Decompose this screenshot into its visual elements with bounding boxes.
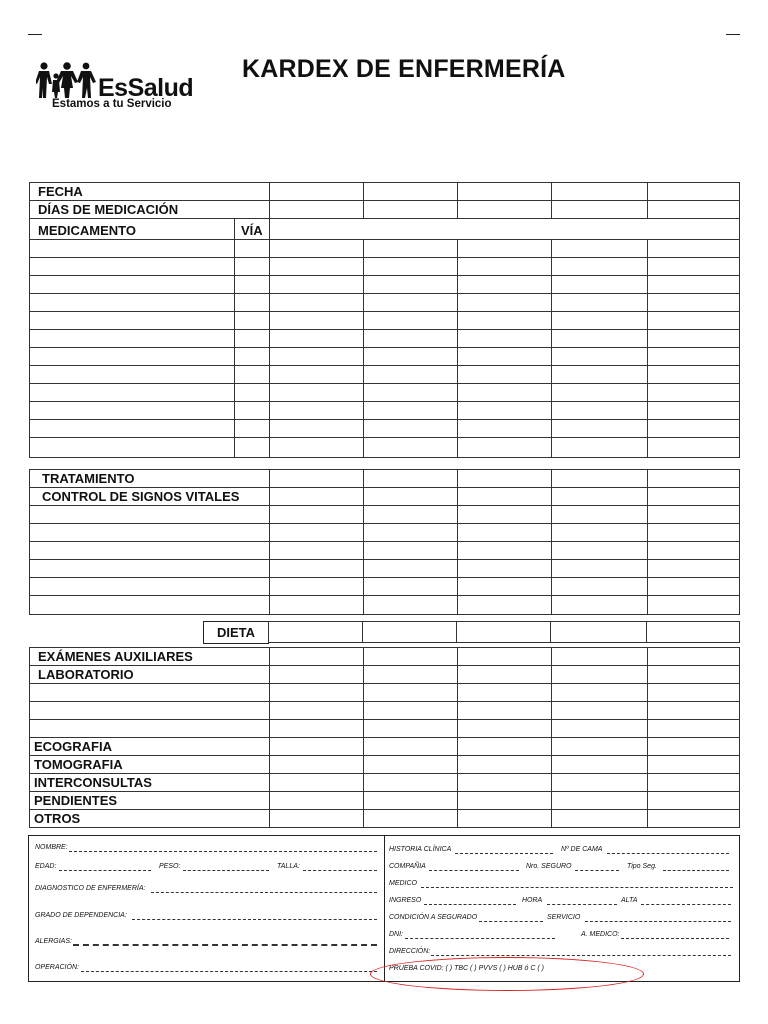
medico-field[interactable] xyxy=(421,887,733,888)
seguro-label: Nro. SEGURO xyxy=(526,863,572,870)
direccion-field[interactable] xyxy=(431,955,731,956)
table-row[interactable] xyxy=(30,684,740,702)
ingreso-field[interactable] xyxy=(424,904,516,905)
table-row xyxy=(30,183,740,201)
dias-cell-3[interactable] xyxy=(458,201,552,219)
dias-cell-1[interactable] xyxy=(270,201,364,219)
cama-field[interactable] xyxy=(607,853,729,854)
table-row xyxy=(30,666,740,684)
dieta-cell-1[interactable] xyxy=(269,622,363,643)
direccion-label: DIRECCIÓN: xyxy=(389,948,431,955)
fecha-cell-2[interactable] xyxy=(364,183,458,201)
crop-mark-right xyxy=(726,34,740,35)
nombre-field[interactable] xyxy=(69,851,377,852)
table-row[interactable] xyxy=(30,330,740,348)
signos-vitales-label: CONTROL DE SIGNOS VITALES xyxy=(30,488,270,506)
tomografia-label: TOMOGRAFIA xyxy=(30,756,270,774)
laboratorio-label: LABORATORIO xyxy=(30,666,270,684)
diagnostico-field[interactable] xyxy=(151,892,377,893)
alta-label: ALTA xyxy=(621,897,638,904)
grado-dependencia-label: GRADO DE DEPENDENCIA: xyxy=(35,912,127,919)
table-row xyxy=(30,756,740,774)
peso-field[interactable] xyxy=(183,870,269,871)
dni-field[interactable] xyxy=(405,938,555,939)
hora-label: HORA xyxy=(522,897,543,904)
table-row xyxy=(30,738,740,756)
historia-label: HISTORIA CLÍNICA xyxy=(389,846,452,853)
operacion-field[interactable] xyxy=(81,971,377,972)
table-row[interactable] xyxy=(30,366,740,384)
table-row[interactable] xyxy=(30,506,740,524)
dieta-cell-5[interactable] xyxy=(647,622,740,643)
grado-dependencia-field[interactable] xyxy=(132,919,377,920)
table-row[interactable] xyxy=(30,438,740,458)
treatment-table xyxy=(29,469,740,615)
historia-field[interactable] xyxy=(455,853,553,854)
cama-label: Nº DE CAMA xyxy=(561,846,603,853)
table-row xyxy=(30,774,740,792)
otros-label: OTROS xyxy=(30,810,270,828)
patient-info-box xyxy=(28,835,740,982)
fecha-label: FECHA xyxy=(30,183,270,201)
tipo-seguro-field[interactable] xyxy=(663,870,729,871)
table-row xyxy=(30,810,740,828)
edad-label: EDAD: xyxy=(35,863,57,870)
dni-label: DNI: xyxy=(389,931,403,938)
table-row[interactable] xyxy=(30,402,740,420)
amedico-label: A. MEDICO: xyxy=(581,931,620,938)
table-row[interactable] xyxy=(30,240,740,258)
dias-medicacion-label: DÍAS DE MEDICACIÓN xyxy=(30,201,270,219)
condicion-field[interactable] xyxy=(479,921,543,922)
table-row xyxy=(30,219,740,240)
tratamiento-label: TRATAMIENTO xyxy=(30,470,270,488)
medico-label: MEDICO xyxy=(389,880,417,887)
red-circle-annotation xyxy=(370,957,644,991)
servicio-field[interactable] xyxy=(585,921,731,922)
condicion-label: CONDICIÓN A SEGURADO xyxy=(389,914,478,921)
talla-field[interactable] xyxy=(303,870,377,871)
table-row[interactable] xyxy=(30,720,740,738)
ingreso-label: INGRESO xyxy=(389,897,422,904)
alergias-field[interactable] xyxy=(73,944,377,946)
table-row xyxy=(30,792,740,810)
table-row[interactable] xyxy=(30,348,740,366)
operacion-label: OPERACIÓN: xyxy=(35,964,79,971)
ecografia-label: ECOGRAFIA xyxy=(30,738,270,756)
medication-table xyxy=(29,182,740,458)
hora-field[interactable] xyxy=(547,904,617,905)
medicamento-header-blank xyxy=(270,219,740,240)
amedico-field[interactable] xyxy=(621,938,729,939)
exams-table xyxy=(29,647,740,828)
table-row xyxy=(269,622,740,643)
essalud-logo xyxy=(36,60,206,116)
talla-label: TALLA: xyxy=(277,863,300,870)
table-row xyxy=(30,488,740,506)
dias-cell-5[interactable] xyxy=(648,201,740,219)
dieta-label: DIETA xyxy=(203,621,269,644)
diagnostico-label: DIAGNOSTICO DE ENFERMERÍA: xyxy=(35,885,146,892)
fecha-cell-3[interactable] xyxy=(458,183,552,201)
dieta-table xyxy=(268,621,740,643)
family-icon xyxy=(36,62,98,100)
table-row[interactable] xyxy=(30,542,740,560)
table-row[interactable] xyxy=(30,560,740,578)
table-row[interactable] xyxy=(30,294,740,312)
examenes-label: EXÁMENES AUXILIARES xyxy=(30,648,270,666)
tipo-seguro-label: Tipo Seg. xyxy=(627,863,657,870)
interconsultas-label: INTERCONSULTAS xyxy=(30,774,270,792)
table-row[interactable] xyxy=(30,384,740,402)
dieta-cell-3[interactable] xyxy=(457,622,551,643)
fecha-cell-4[interactable] xyxy=(552,183,648,201)
compania-label: COMPAÑIA xyxy=(389,863,426,870)
table-row[interactable] xyxy=(30,702,740,720)
divider xyxy=(384,836,385,981)
pendientes-label: PENDIENTES xyxy=(30,792,270,810)
via-label: VÍA xyxy=(235,219,270,240)
logo-name: EsSalud xyxy=(98,74,194,102)
dieta-cell-2[interactable] xyxy=(363,622,457,643)
prueba-covid-label: PRUEBA COVID: ( ) TBC ( ) PVVS ( ) HUB ó C ( ) xyxy=(389,965,544,972)
edad-field[interactable] xyxy=(59,870,151,871)
fecha-cell-5[interactable] xyxy=(648,183,740,201)
fecha-cell-1[interactable] xyxy=(270,183,364,201)
dias-cell-4[interactable] xyxy=(552,201,648,219)
nombre-label: NOMBRE: xyxy=(35,844,68,851)
page-title: KARDEX DE ENFERMERÍA xyxy=(242,55,566,83)
logo-slogan: Estamos a tu Servicio xyxy=(52,98,172,110)
table-row[interactable] xyxy=(30,258,740,276)
crop-mark-left xyxy=(28,34,42,35)
table-row xyxy=(30,648,740,666)
seguro-field[interactable] xyxy=(575,870,619,871)
dieta-cell-4[interactable] xyxy=(551,622,647,643)
dias-cell-2[interactable] xyxy=(364,201,458,219)
table-row xyxy=(30,470,740,488)
table-row[interactable] xyxy=(30,524,740,542)
table-row[interactable] xyxy=(30,596,740,615)
table-row[interactable] xyxy=(30,276,740,294)
servicio-label: SERVICIO xyxy=(547,914,581,921)
medicamento-label: MEDICAMENTO xyxy=(30,219,235,240)
peso-label: PESO: xyxy=(159,863,181,870)
alergias-label: ALERGIAS: xyxy=(35,938,72,945)
alta-field[interactable] xyxy=(641,904,731,905)
table-row[interactable] xyxy=(30,578,740,596)
table-row xyxy=(30,201,740,219)
table-row[interactable] xyxy=(30,420,740,438)
compania-field[interactable] xyxy=(429,870,519,871)
table-row[interactable] xyxy=(30,312,740,330)
